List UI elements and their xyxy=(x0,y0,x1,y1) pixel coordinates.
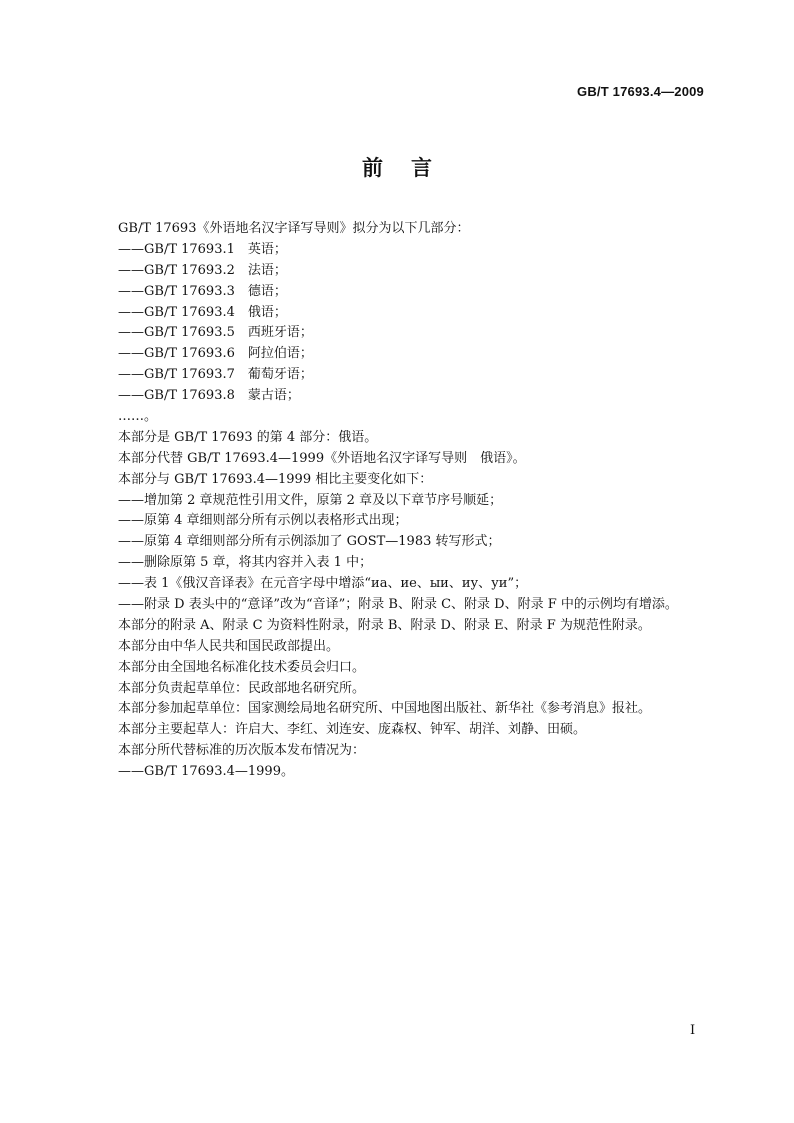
body-line: ——GB/T 17693.1 英语； xyxy=(118,241,287,257)
body-line: 本部分主要起草人：许启大、李红、刘连安、庞森权、钟军、胡洋、刘静、田硕。 xyxy=(118,722,587,738)
body-line: ——GB/T 17693.7 葡萄牙语； xyxy=(118,367,313,383)
page-title: 前言 xyxy=(362,155,460,180)
body-line: ——原第 4 章细则部分所有示例添加了 GOST—1983 转写形式； xyxy=(118,534,501,550)
foreword-body xyxy=(118,219,718,783)
body-line: ——附录 D 表头中的“意译”改为“音译”；附录 B、附录 C、附录 D、附录 F 中的示例均有增添。 xyxy=(118,597,678,613)
standard-code-header: GB/T 17693.4—2009 xyxy=(577,84,704,99)
body-line: 本部分由全国地名标准化技术委员会归口。 xyxy=(118,659,366,675)
body-line: ——GB/T 17693.8 蒙古语； xyxy=(118,388,300,404)
body-line: ——GB/T 17693.3 德语； xyxy=(118,283,287,299)
body-line: ——增加第 2 章规范性引用文件，原第 2 章及以下章节序号顺延； xyxy=(118,492,503,508)
body-line: 本部分代替 GB/T 17693.4—1999《外语地名汉字译写导则 俄语》。 xyxy=(118,450,526,466)
body-line: 本部分是 GB/T 17693 的第 4 部分：俄语。 xyxy=(118,429,378,445)
body-line: 本部分由中华人民共和国民政部提出。 xyxy=(118,638,340,654)
body-line: ——原第 4 章细则部分所有示例以表格形式出现； xyxy=(118,513,408,529)
body-line: ——GB/T 17693.4—1999。 xyxy=(118,764,294,780)
body-line: ……。 xyxy=(118,409,158,425)
page-number: I xyxy=(690,1023,696,1038)
body-line: 本部分负责起草单位：民政部地名研究所。 xyxy=(118,680,366,696)
body-line: ——GB/T 17693.4 俄语； xyxy=(118,304,287,320)
body-line: 本部分参加起草单位：国家测绘局地名研究所、中国地图出版社、新华社《参考消息》报社。 xyxy=(118,701,652,717)
body-line: ——删除原第 5 章，将其内容并入表 1 中； xyxy=(118,555,373,571)
body-line: ——GB/T 17693.6 阿拉伯语； xyxy=(118,346,313,362)
body-line: 本部分与 GB/T 17693.4—1999 相比主要变化如下： xyxy=(118,471,433,487)
body-line: GB/T 17693《外语地名汉字译写导则》拟分为以下几部分： xyxy=(118,221,470,236)
body-line: 本部分所代替标准的历次版本发布情况为： xyxy=(118,743,366,759)
body-line: 本部分的附录 A、附录 C 为资料性附录，附录 B、附录 D、附录 E、附录 F 为规范性附录。 xyxy=(118,617,651,633)
body-line: ——GB/T 17693.5 西班牙语； xyxy=(118,325,313,341)
body-line: ——GB/T 17693.2 法语； xyxy=(118,262,287,278)
body-line: ——表 1《俄汉音译表》在元音字母中增添“иа、ие、ыи、иу、уи”； xyxy=(118,576,528,592)
